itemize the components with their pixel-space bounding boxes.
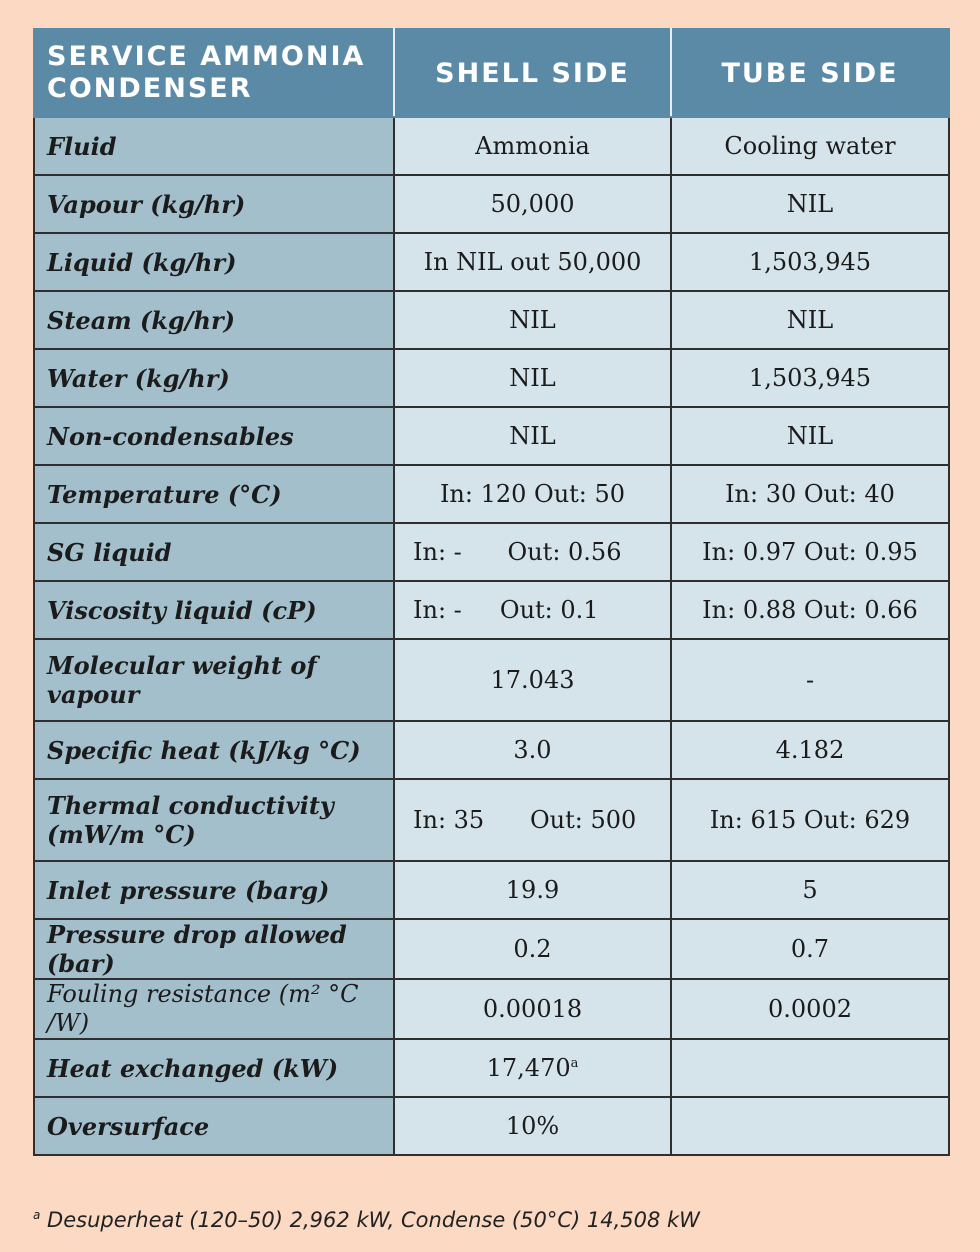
tube-value: 1,503,945 [671,349,949,407]
tube-value: 5 [671,861,949,919]
table-row [34,979,949,1039]
table-row [34,117,949,175]
shell-value: NIL [394,349,671,407]
row-label: SG liquid [34,523,394,581]
shell-value: 19.9 [394,861,671,919]
table-row [34,1097,949,1155]
footnote-text: Desuperheat (120–50) 2,962 kW, Condense (50°C) 14,508 kW [47,1208,700,1232]
table-row [34,465,949,523]
tube-value: NIL [671,291,949,349]
row-label: Fouling resistance (m² °C /W) [34,979,394,1039]
heat-value: 17,470 [486,1054,571,1082]
shell-value: 0.2 [394,919,671,979]
shell-value: In: - Out: 0.56 [394,523,671,581]
tube-value [671,1039,949,1097]
tube-value: In: 0.88 Out: 0.66 [671,581,949,639]
table-row [34,523,949,581]
row-label: Thermal conductivity (mW/m °C) [34,779,394,861]
row-label: Non-condensables [34,407,394,465]
table-row [34,639,949,721]
table-row [34,407,949,465]
row-label: Liquid (kg/hr) [34,233,394,291]
shell-value [394,1039,671,1097]
row-label: Heat exchanged (kW) [34,1039,394,1097]
row-label: Water (kg/hr) [34,349,394,407]
tube-value: NIL [671,175,949,233]
tube-value: Cooling water [671,117,949,175]
row-label: Fluid [34,117,394,175]
shell-value: 50,000 [394,175,671,233]
shell-value: 10% [394,1097,671,1155]
header-shell-side: SHELL SIDE [394,29,671,117]
condenser-spec-table [33,28,950,1156]
tube-value: - [671,639,949,721]
tube-value: 0.0002 [671,979,949,1039]
shell-value: In: 35 Out: 500 [394,779,671,861]
table-row [34,349,949,407]
table-row [34,291,949,349]
row-label: Inlet pressure (barg) [34,861,394,919]
table-row [34,581,949,639]
table-row [34,233,949,291]
shell-value: Ammonia [394,117,671,175]
shell-value: 0.00018 [394,979,671,1039]
tube-value: NIL [671,407,949,465]
table-row [34,861,949,919]
row-label: Vapour (kg/hr) [34,175,394,233]
row-label: Oversurface [34,1097,394,1155]
shell-value: In NIL out 50,000 [394,233,671,291]
shell-value: 17.043 [394,639,671,721]
header-service: SERVICE AMMONIA CONDENSER [34,29,394,117]
shell-value: In: 120 Out: 50 [394,465,671,523]
shell-value: 3.0 [394,721,671,779]
tube-value: 0.7 [671,919,949,979]
table-row [34,919,949,979]
footnote-marker: a [33,1208,41,1222]
row-label: Molecular weight of vapour [34,639,394,721]
table-row [34,1039,949,1097]
row-label: Viscosity liquid (cP) [34,581,394,639]
tube-value [671,1097,949,1155]
footnote [33,1208,700,1232]
footnote-mark: a [570,1056,579,1071]
shell-value: In: - Out: 0.1 [394,581,671,639]
tube-value: 1,503,945 [671,233,949,291]
row-label: Specific heat (kJ/kg °C) [34,721,394,779]
table-row [34,779,949,861]
table-row [34,175,949,233]
table-row [34,721,949,779]
row-label: Steam (kg/hr) [34,291,394,349]
tube-value: In: 30 Out: 40 [671,465,949,523]
tube-value: 4.182 [671,721,949,779]
tube-value: In: 615 Out: 629 [671,779,949,861]
tube-value: In: 0.97 Out: 0.95 [671,523,949,581]
shell-value: NIL [394,291,671,349]
header-tube-side: TUBE SIDE [671,29,949,117]
shell-value: NIL [394,407,671,465]
row-label: Pressure drop allowed (bar) [34,919,394,979]
header-row [34,29,949,117]
row-label: Temperature (°C) [34,465,394,523]
